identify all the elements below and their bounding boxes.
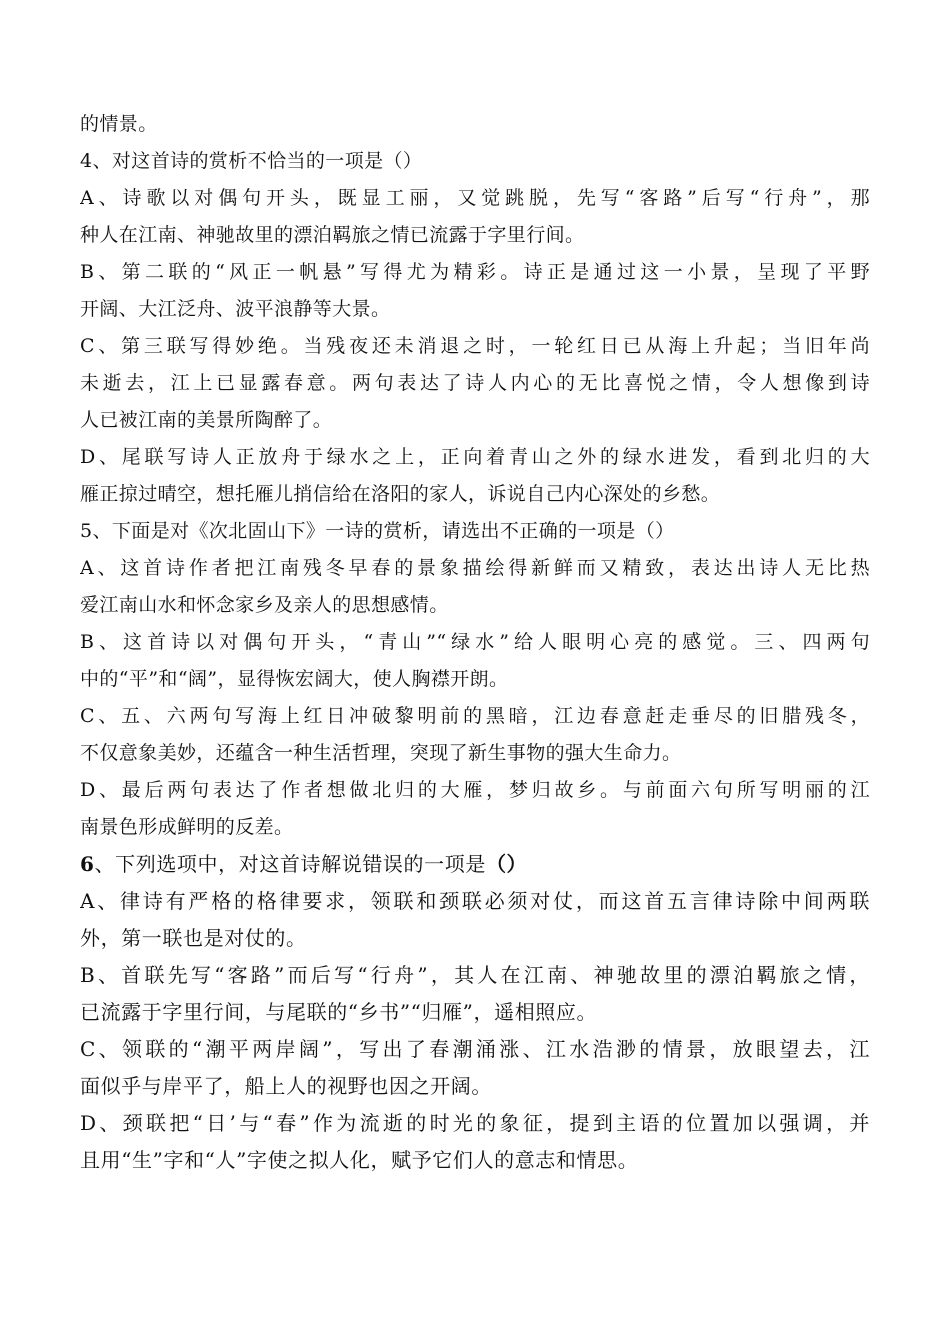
- question-6-title: [80, 846, 870, 883]
- option-4d-line-2: 雁正掠过晴空，想托雁儿捎信给在洛阳的家人，诉说自己内心深处的乡愁。: [80, 483, 721, 505]
- option-4c-line-1: C、第三联写得妙绝。当残夜还未消退之时，一轮红日已从海上升起；当旧年尚: [80, 335, 870, 357]
- option-5a-line-2: 爱江南山水和怀念家乡及亲人的思想感情。: [80, 594, 449, 616]
- option-6b-line-2: 已流露于字里行间，与尾联的“乡书”“归雁”，遥相照应。: [80, 1000, 598, 1024]
- option-4b-line-1: B、第二联的“风正一帆悬”写得尤为精彩。诗正是通过这一小景，呈现了平野: [80, 261, 870, 283]
- option-6d-line-2: 且用“生”字和“人”字使之拟人化，赋予它们人的意志和情思。: [80, 1148, 639, 1172]
- text-line: 的情景。: [80, 113, 158, 135]
- option-5b-line-1: B、这首诗以对偶句开头，“青山”“绿水”给人眼明心亮的感觉。三、四两句: [80, 631, 870, 653]
- option-5a-line-1: A、这首诗作者把江南残冬早春的景象描绘得新鲜而又精致，表达出诗人无比热: [80, 557, 870, 579]
- option-6a-line-1: A、律诗有严格的格律要求，领联和颈联必须对仗，而这首五言律诗除中间两联: [80, 889, 870, 913]
- option-5c-line-1: C、五、六两句写海上红日冲破黎明前的黑暗，江边春意赶走垂尽的旧腊残冬，: [80, 705, 870, 727]
- option-6b-line-1: B、首联先写“客路”而后写“行舟”，其人在江南、神驰故里的漂泊羁旅之情，: [80, 963, 870, 987]
- option-4c-line-3: 人已被江南的美景所陶醉了。: [80, 409, 333, 431]
- option-4b-line-2: 开阔、大江泛舟、波平浪静等大景。: [80, 298, 391, 320]
- option-6a-line-2: 外，第一联也是对仗的。: [80, 926, 307, 950]
- question-4-title: 4、对这首诗的赏析不恰当的一项是（）: [80, 150, 423, 172]
- option-5c-line-2: 不仅意象美妙，还蕴含一种生活哲理，突现了新生事物的强大生命力。: [80, 742, 682, 764]
- option-4a-line-1: A、诗歌以对偶句开头，既显工丽，又觉跳脱，先写“客路”后写“行舟”，那: [80, 187, 870, 209]
- document-page: [80, 106, 870, 1179]
- question-6-number: 6: [80, 852, 95, 876]
- option-4a-line-2: 种人在江南、神驰故里的漂泊羁旅之情已流露于字里行间。: [80, 224, 585, 246]
- question-6-paren: （）: [485, 852, 528, 876]
- option-5d-line-2: 南景色形成鲜明的反差。: [80, 816, 294, 838]
- option-4d-line-1: D、尾联写诗人正放舟于绿水之上，正向着青山之外的绿水进发，看到北归的大: [80, 446, 870, 468]
- option-6c-line-1: C、领联的“潮平两岸阔”，写出了春潮涌涨、江水浩渺的情景，放眼望去，江: [80, 1037, 870, 1061]
- option-5b-line-2: 中的“平”和“阔”，显得恢宏阔大，使人胸襟开朗。: [80, 668, 509, 690]
- question-5-title: 5、下面是对《次北固山下》一诗的赏析，请选出不正确的一项是（）: [80, 520, 675, 542]
- option-5d-line-1: D、最后两句表达了作者想做北归的大雁，梦归故乡。与前面六句所写明丽的江: [80, 779, 870, 801]
- question-6-title-text: 、下列选项中，对这首诗解说错误的一项是: [94, 852, 486, 876]
- option-6c-line-2: 面似乎与岸平了，船上人的视野也因之开阔。: [80, 1074, 492, 1098]
- option-4c-line-2: 未逝去，江上已显露春意。两句表达了诗人内心的无比喜悦之情，令人想像到诗: [80, 372, 870, 394]
- option-6d-line-1: D、颈联把“日’与“春”作为流逝的时光的象征，提到主语的位置加以强调，并: [80, 1111, 870, 1135]
